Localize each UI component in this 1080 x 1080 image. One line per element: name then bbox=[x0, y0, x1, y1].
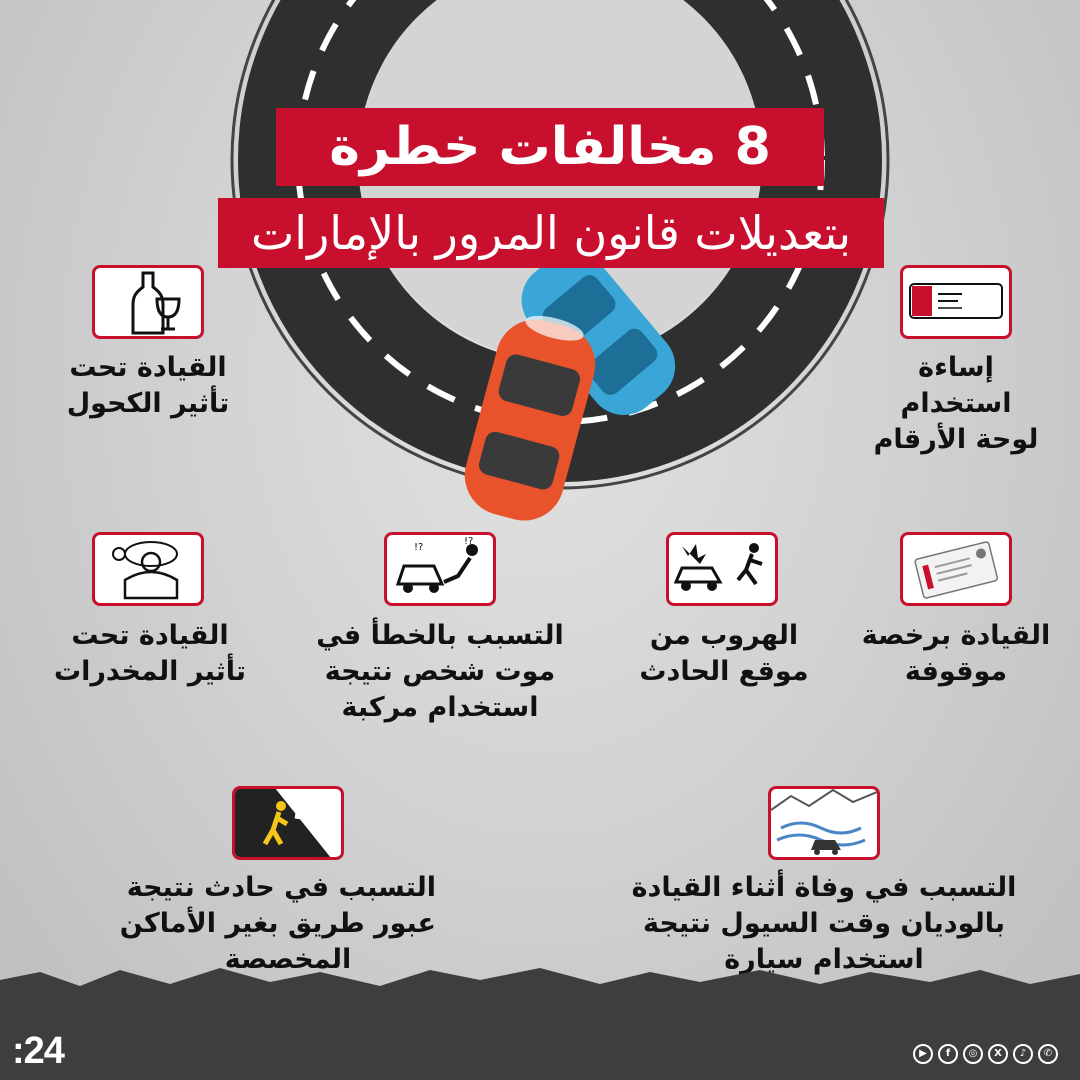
crosswalk-pedestrian-icon bbox=[235, 788, 341, 858]
hit-and-run-icon bbox=[672, 536, 772, 602]
suspended-tile bbox=[900, 532, 1012, 606]
caption-death: التسبب بالخطأ في موت شخص نتيجة استخدام مركبة bbox=[316, 620, 564, 723]
social-icons bbox=[913, 1044, 1058, 1064]
svg-text:!?: !? bbox=[414, 542, 424, 553]
svg-text:!?: !? bbox=[464, 536, 474, 547]
instagram-icon[interactable]: ◎ bbox=[963, 1044, 983, 1064]
youtube-icon[interactable]: ▶ bbox=[913, 1044, 933, 1064]
suspended-license-icon bbox=[908, 536, 1004, 602]
whatsapp-icon[interactable]: ✆ bbox=[1038, 1044, 1058, 1064]
caption-hitrun: الهروب من موقع الحادث bbox=[639, 620, 809, 687]
caption-crossing: التسبب في حادث نتيجة عبور طريق بغير الأماكن المخصصة bbox=[119, 872, 436, 975]
caption-plate: إساءة استخدام لوحة الأرقام bbox=[873, 352, 1039, 455]
drugs-tile bbox=[92, 532, 204, 606]
page-title: 8 مخالفات خطرة bbox=[276, 108, 824, 186]
alcohol-tile bbox=[92, 265, 204, 339]
pedestrian-hit-icon bbox=[392, 536, 488, 602]
tiktok-icon[interactable]: ♪ bbox=[1013, 1044, 1033, 1064]
brand-logo: :24 bbox=[12, 1030, 64, 1072]
crossing-tile bbox=[232, 786, 344, 860]
page-subtitle: بتعديلات قانون المرور بالإمارات bbox=[218, 198, 884, 268]
license-plate-icon bbox=[908, 280, 1004, 324]
hitrun-tile bbox=[666, 532, 778, 606]
caption-suspended: القيادة برخصة موقوفة bbox=[861, 620, 1051, 687]
x-icon[interactable]: X bbox=[988, 1044, 1008, 1064]
caption-drugs: القيادة تحت تأثير المخدرات bbox=[53, 620, 247, 687]
caption-alcohol: القيادة تحت تأثير الكحول bbox=[66, 352, 230, 419]
facebook-icon[interactable]: f bbox=[938, 1044, 958, 1064]
valley-flood-icon bbox=[771, 788, 877, 858]
death-tile bbox=[384, 532, 496, 606]
caption-flood: التسبب في وفاة أثناء القيادة بالوديان وقت السيول نتيجة استخدام سيارة bbox=[631, 872, 1017, 975]
alcohol-bottle-icon bbox=[103, 269, 193, 335]
plate-tile bbox=[900, 265, 1012, 339]
flood-tile bbox=[768, 786, 880, 860]
drugged-driver-icon bbox=[103, 536, 193, 602]
